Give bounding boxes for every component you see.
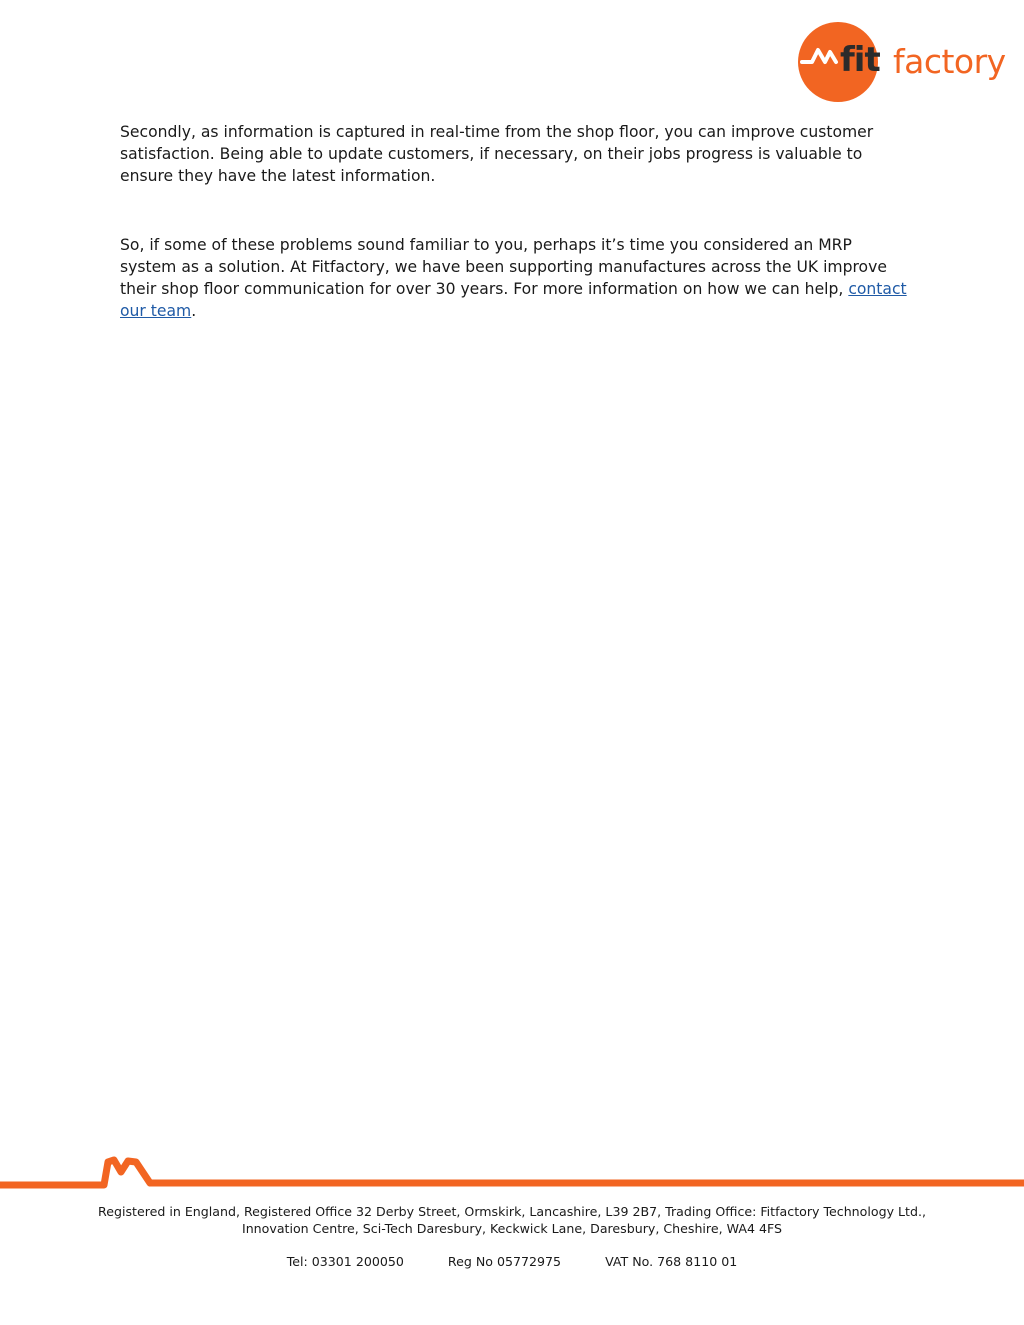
- logo-text-factory: factory: [893, 42, 1006, 81]
- footer-address: [60, 1203, 964, 1237]
- paragraph-2-text: So, if some of these problems sound familiar to you, perhaps it’s time you considered an MRP system as a solution. At Fitfactory, we have been supporting manufactures across the UK improve their shop floor communication for over 30 years. For more information on how we can help,: [120, 236, 887, 298]
- paragraph-2-end: .: [191, 302, 197, 320]
- body-paragraph-1: Secondly, as information is captured in real-time from the shop floor, you can improve customer satisfaction. Being able to update customers, if necessary, on their jobs progress is valuable to ensure they have the latest information.: [120, 123, 874, 185]
- footer-address-line-2: Innovation Centre, Sci-Tech Daresbury, Keckwick Lane, Daresbury, Cheshire, WA4 4FS: [241, 1221, 782, 1236]
- footer-pulse-line: [0, 1150, 1024, 1195]
- contact-our-team-link[interactable]: contact our team: [120, 280, 907, 320]
- footer-vat-no: VAT No. 768 8110 01: [605, 1254, 738, 1269]
- logo-text-fit: fit: [840, 40, 880, 80]
- fitfactory-logo: [798, 20, 1006, 108]
- footer-company-ids: [0, 1253, 1024, 1270]
- footer-address-line-1: Registered in England, Registered Office 32 Derby Street, Ormskirk, Lancashire, L39 2B7, Trading Office: Fitfactory Technology Ltd.,: [98, 1204, 926, 1219]
- body-paragraph-2: [120, 234, 910, 322]
- footer-reg-no: Reg No 05772975: [447, 1254, 562, 1269]
- footer-tel: Tel: 03301 200050: [286, 1254, 404, 1269]
